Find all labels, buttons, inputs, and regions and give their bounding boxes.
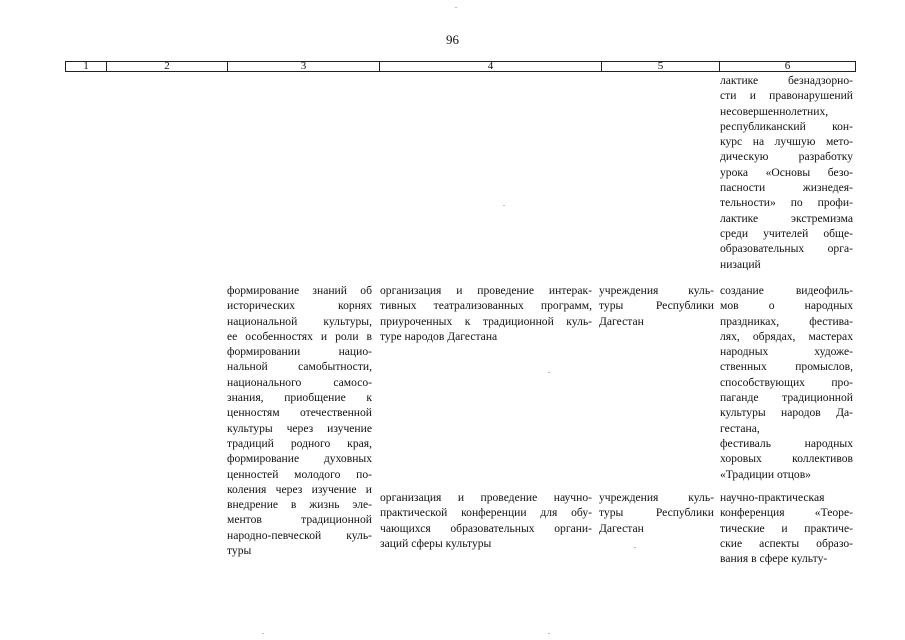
text-line: формирование духовных: [227, 452, 372, 466]
scan-speck: [548, 372, 550, 373]
text-line: организация и проведение научно-: [380, 491, 592, 504]
text-line: тические и практиче-: [720, 521, 853, 535]
scan-speck: [455, 7, 457, 8]
text-line: нальной самобытности,: [227, 360, 372, 374]
text-line: лях, обрядах, мастерах: [720, 329, 853, 343]
text-line: заций сферы культуры: [380, 536, 492, 550]
text-line: национальной культуры,: [227, 314, 372, 328]
text-line: формирование знаний об: [227, 284, 372, 297]
text-line: пасности жизнедея-: [720, 181, 853, 195]
column-number-3: 3: [227, 62, 379, 71]
text-line: курс на лучшую мето-: [720, 135, 853, 149]
activity-row1-col4-cell: [380, 283, 592, 344]
text-line: конференция «Теоре-: [720, 506, 853, 520]
text-line: урока «Основы безо-: [720, 165, 853, 179]
text-line: создание видеофиль-: [720, 284, 853, 297]
text-line: народных художе-: [720, 345, 853, 359]
scan-speck: [262, 633, 264, 634]
text-line: практической конференции для обу-: [380, 506, 592, 520]
text-line: гестана,: [720, 421, 760, 435]
column-number-4: 4: [379, 62, 601, 71]
text-line: вания в сфере культу-: [720, 552, 828, 566]
text-line: фестиваль народных: [720, 436, 853, 450]
result-row2-col6-cell: [720, 490, 853, 566]
text-line: культуры через изучение: [227, 421, 372, 435]
text-line: паганде традиционной: [720, 391, 853, 405]
executor-row1-col5-cell: [599, 283, 714, 329]
text-line: образовательных орга-: [720, 242, 853, 256]
text-line: ские аспекты образо-: [720, 536, 853, 550]
text-line: ценностям отечественной: [227, 406, 372, 420]
page-number: 96: [446, 32, 459, 47]
continuation-col6-cell: [720, 73, 853, 272]
text-line: ценностей молодого по-: [227, 467, 372, 481]
text-line: исторических корнях: [227, 299, 372, 313]
text-line: среди учителей обще-: [720, 226, 853, 240]
text-line: организация и проведение интерак-: [380, 284, 592, 297]
text-line: знания, приобщение к: [227, 391, 372, 405]
text-line: мов о народных: [720, 299, 853, 313]
text-line: приуроченных к традиционной куль-: [380, 314, 592, 328]
result-row1-col6-cell: [720, 283, 853, 482]
text-line: хоровых коллективов: [720, 452, 853, 466]
text-line: народно-певческой куль-: [227, 528, 372, 542]
table-header-row: [65, 61, 856, 72]
text-line: туры Республики: [599, 506, 714, 520]
text-line: чающихся образовательных органи-: [380, 521, 592, 535]
text-line: лактике экстремизма: [720, 211, 853, 225]
text-line: лактике безнадзорно-: [720, 74, 853, 87]
text-line: дическую разработку: [720, 150, 853, 164]
text-line: сти и правонарушений: [720, 89, 853, 103]
text-line: научно-практическая: [720, 491, 825, 504]
text-line: туре народов Дагестана: [380, 329, 498, 343]
scan-speck: [548, 633, 550, 634]
text-line: внедрение в жизнь эле-: [227, 498, 372, 512]
text-line: Дагестан: [599, 314, 644, 328]
text-line: учреждения куль-: [599, 491, 714, 504]
text-line: несовершеннолетних,: [720, 104, 829, 118]
text-line: тивных театрализованных программ,: [380, 299, 592, 313]
text-line: традиций родного края,: [227, 436, 372, 450]
text-line: национального самосо-: [227, 375, 372, 389]
text-line: Дагестан: [599, 521, 644, 535]
text-line: учреждения куль-: [599, 284, 714, 297]
objectives-col3-cell: [227, 283, 372, 558]
text-line: туры: [227, 544, 252, 558]
text-line: «Традиции отцов»: [720, 467, 811, 481]
scan-speck: [634, 547, 636, 548]
text-line: республиканский кон-: [720, 119, 853, 133]
executor-row2-col5-cell: [599, 490, 714, 536]
text-line: способствующих про-: [720, 375, 853, 389]
text-line: ментов традиционной: [227, 513, 372, 527]
column-number-2: 2: [106, 62, 227, 71]
activity-row2-col4-cell: [380, 490, 592, 551]
text-line: праздниках, фестива-: [720, 314, 853, 328]
text-line: ее особенностях и роли в: [227, 329, 372, 343]
text-line: формировании нацио-: [227, 345, 372, 359]
text-line: ственных промыслов,: [720, 360, 853, 374]
text-line: низаций: [720, 257, 761, 271]
text-line: тельности» по профи-: [720, 196, 853, 210]
column-number-5: 5: [601, 62, 719, 71]
text-line: туры Республики: [599, 299, 714, 313]
text-line: культуры народов Да-: [720, 406, 853, 420]
column-number-1: 1: [83, 60, 89, 72]
text-line: коления через изучение и: [227, 482, 372, 496]
column-number-6: 6: [719, 62, 855, 71]
scan-speck: [503, 205, 505, 206]
